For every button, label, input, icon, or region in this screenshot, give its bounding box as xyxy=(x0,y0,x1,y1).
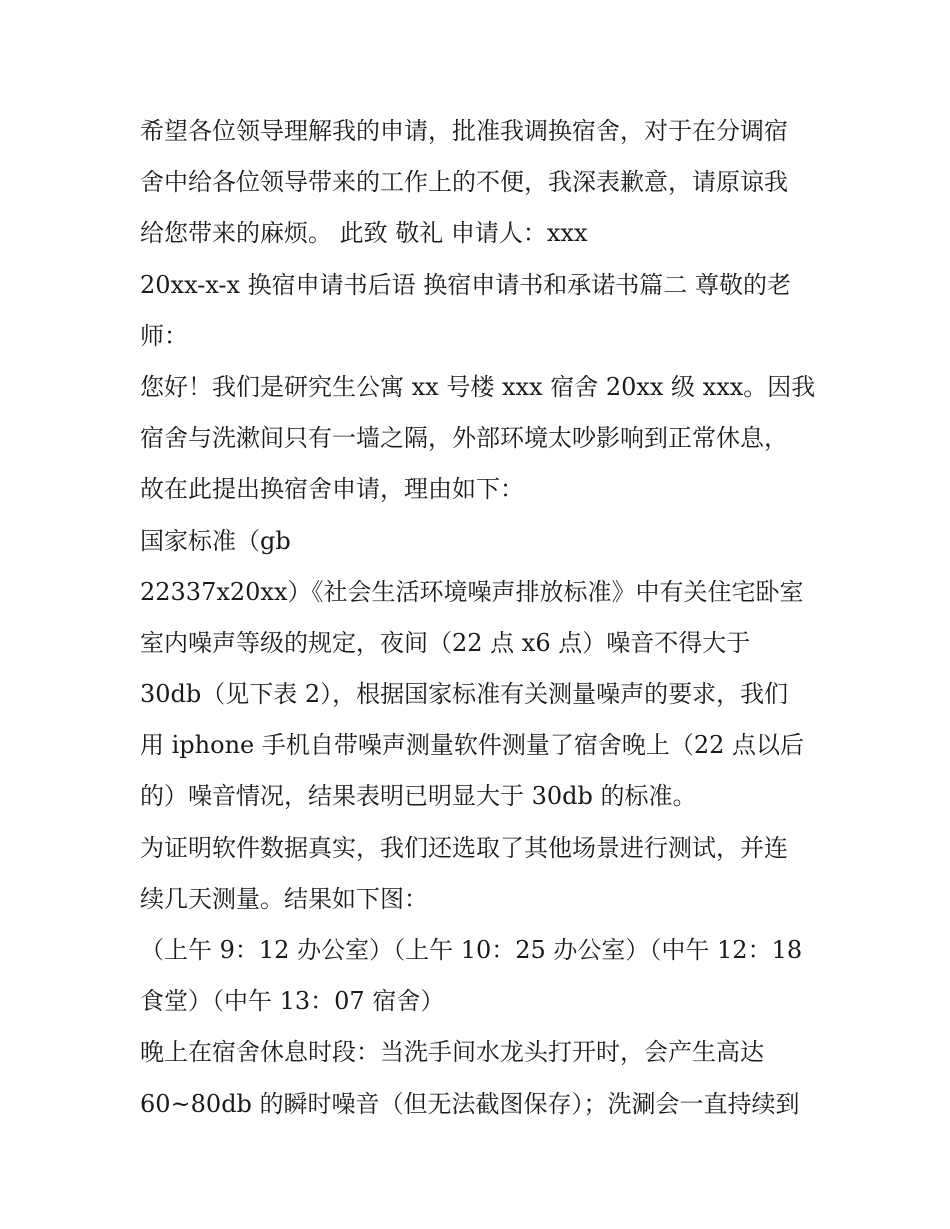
text-line: 30db（见下表 2），根据国家标准有关测量噪声的要求，我们 xyxy=(140,680,789,709)
text-line: 国家标准（gb xyxy=(140,526,291,555)
text-line: （上午 9：12 办公室）（上午 10：25 办公室）（中午 12：18 xyxy=(140,936,803,964)
text-line: 您好！我们是研究生公寓 xx 号楼 xxx 宿舍 20xx 级 xxx。因我 xyxy=(140,372,816,401)
text-line: 室内噪声等级的规定，夜间（22 点 x6 点）噪音不得大于 xyxy=(140,628,751,657)
text-line: 给您带来的麻烦。 此致 敬礼 申请人：xxx xyxy=(140,219,588,248)
text-line: 舍中给各位领导带来的工作上的不便，我深表歉意，请原谅我 xyxy=(140,168,788,197)
document-body xyxy=(140,106,820,1130)
text-line: 希望各位领导理解我的申请，批准我调换宿舍，对于在分调宿 xyxy=(140,117,788,145)
text-line: 用 iphone 手机自带噪声测量软件测量了宿舍晚上（22 点以后 xyxy=(140,731,805,760)
text-line: 22337x20xx）《社会生活环境噪声排放标准》中有关住宅卧室 xyxy=(140,577,804,606)
text-line: 续几天测量。结果如下图： xyxy=(140,884,428,913)
text-line: 的）噪音情况，结果表明已明显大于 30db 的标准。 xyxy=(140,782,697,811)
text-line: 60~80db 的瞬时噪音（但无法截图保存）；洗涮会一直持续到 xyxy=(140,1089,800,1118)
text-line: 为证明软件数据真实，我们还选取了其他场景进行测试，并连 xyxy=(140,833,788,862)
text-line: 师： xyxy=(140,321,188,350)
text-line: 宿舍与洗漱间只有一墙之隔，外部环境太吵影响到正常休息， xyxy=(140,424,788,453)
text-line: 20xx-x-x 换宿申请书后语 换宿申请书和承诺书篇二 尊敬的老 xyxy=(140,270,791,299)
text-line: 故在此提出换宿舍申请，理由如下： xyxy=(140,475,524,504)
text-line: 食堂）（中午 13：07 宿舍） xyxy=(140,987,445,1016)
text-line: 晚上在宿舍休息时段：当洗手间水龙头打开时，会产生高达 xyxy=(140,1038,764,1067)
